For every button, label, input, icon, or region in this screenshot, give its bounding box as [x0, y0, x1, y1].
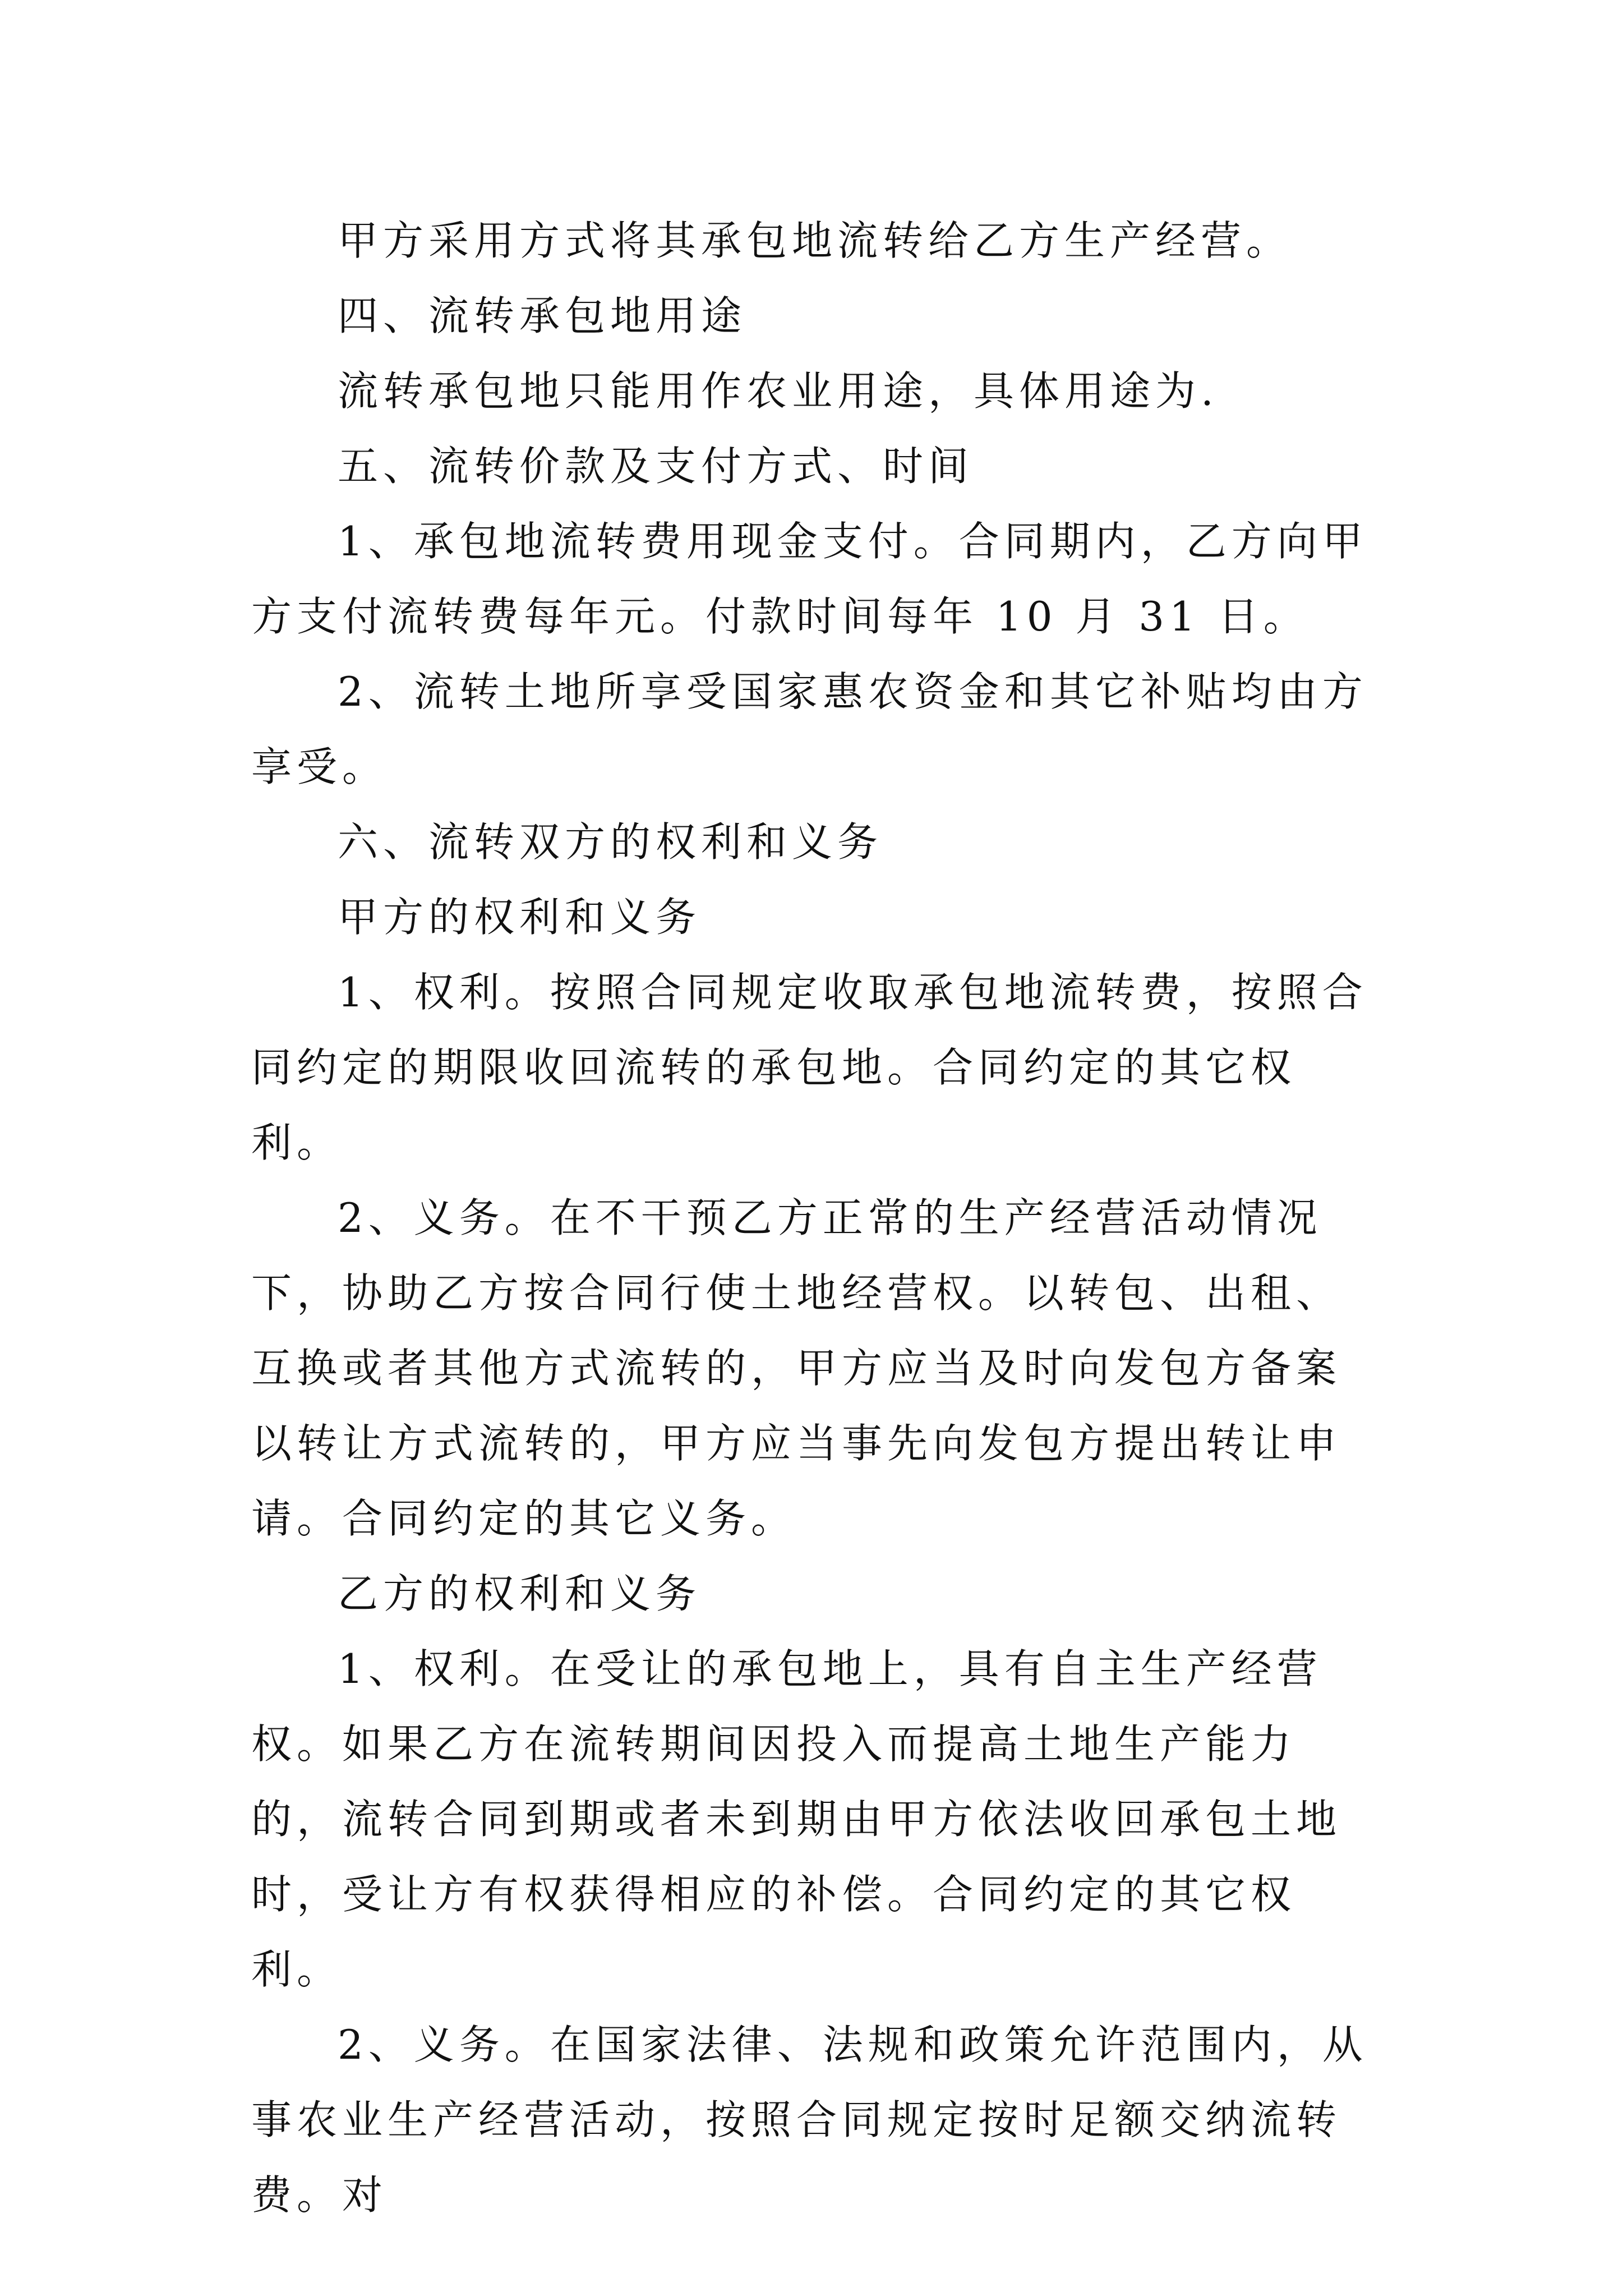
document-body: [251, 203, 1373, 2233]
section-heading-land-use: 四、流转承包地用途: [338, 292, 747, 339]
subheading-party-a: 甲方的权利和义务: [338, 894, 702, 941]
paragraph-land-use: 流转承包地只能用作农业用途，具体用途为.: [338, 367, 1219, 415]
paragraph-party-a-obligations: 2、义务。在不干预乙方正常的生产经营活动情况下，协助乙方按合同行使土地经营权。以转包、出租、互换或者其他方式流转的，甲方应当及时向发包方备案以转让方式流转的，甲方应当事先向发包方提出转让申请。合同约定的其它义务。: [251, 1194, 1342, 1542]
paragraph-payment-1: 1、承包地流转费用现金支付。合同期内，乙方向甲方支付流转费每年元。付款时间每年 10 月 31 日。: [251, 518, 1368, 640]
paragraph-payment-2: 2、流转土地所享受国家惠农资金和其它补贴均由方享受。: [251, 668, 1368, 790]
paragraph-party-b-obligations: 2、义务。在国家法律、法规和政策允许范围内，从事农业生产经营活动，按照合同规定按时足额交纳流转费。对: [251, 2021, 1368, 2219]
section-heading-payment: 五、流转价款及支付方式、时间: [338, 443, 974, 490]
paragraph-transfer-method: 甲方采用方式将其承包地流转给乙方生产经营。: [338, 217, 1292, 264]
paragraph-party-b-rights: 1、权利。在受让的承包地上，具有自主生产经营权。如果乙方在流转期间因投入而提高土地生产能力的，流转合同到期或者未到期由甲方依法收回承包土地时，受让方有权获得相应的补偿。合同约定的其它权利。: [251, 1645, 1342, 1993]
section-heading-rights-obligations: 六、流转双方的权利和义务: [338, 818, 883, 866]
subheading-party-b: 乙方的权利和义务: [338, 1570, 702, 1617]
paragraph-party-a-rights: 1、权利。按照合同规定收取承包地流转费，按照合同约定的期限收回流转的承包地。合同约定的其它权利。: [251, 969, 1368, 1166]
